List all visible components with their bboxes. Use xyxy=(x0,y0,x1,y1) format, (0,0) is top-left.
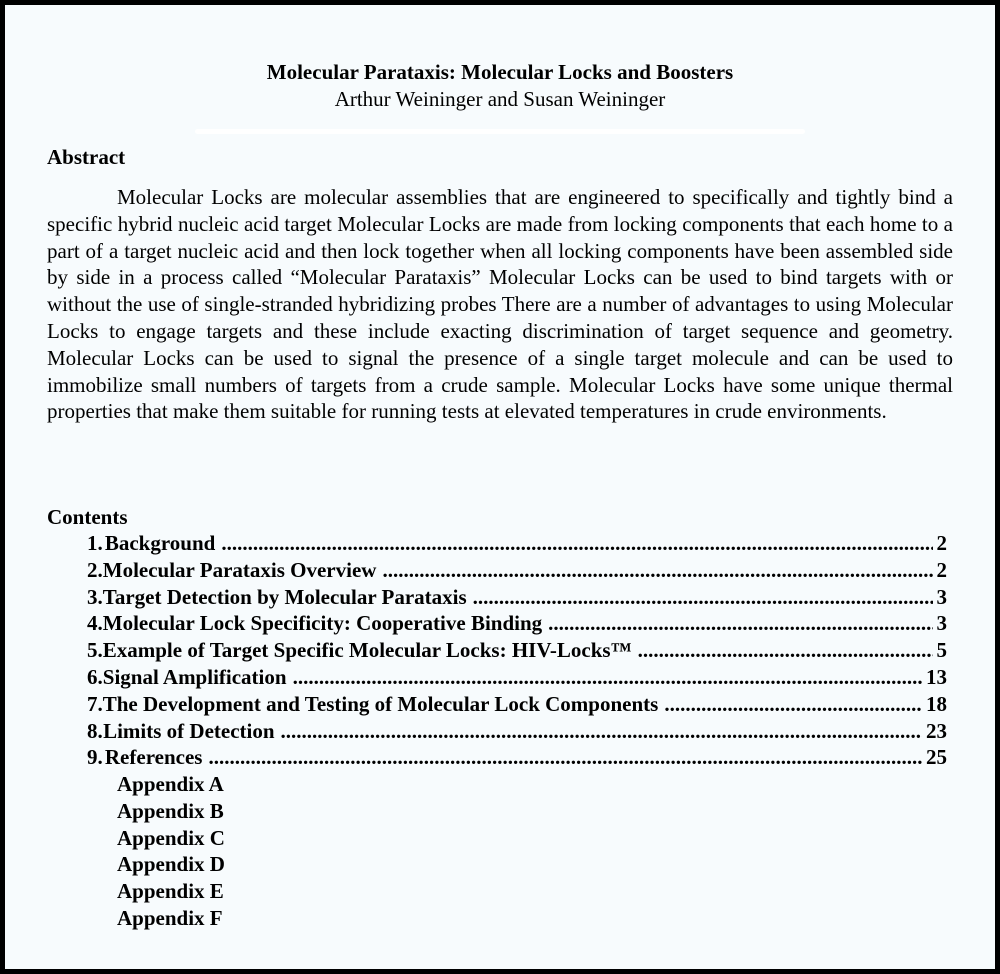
appendix-item-e[interactable]: Appendix E xyxy=(117,879,224,904)
toc-item-number: 9. xyxy=(87,745,103,770)
toc-leader-dots xyxy=(548,610,932,637)
toc-item-number: 7. xyxy=(87,691,103,716)
toc-item-references[interactable] xyxy=(87,744,947,771)
contents-heading: Contents xyxy=(47,505,128,529)
abstract-body: Molecular Locks are molecular assemblies that are engineered to specifically and tightly bind a specific hybrid nucleic acid target Molecular Locks are made from locking components that each home to a part of a target nucleic acid and then lock together when all locking components have been assembled side by side in a process called “Molecular Parataxis” Molecular Locks can be used to bind targets with or without the use of single-stranded hybridizing probes There are a number of advantages to using Molecular Locks to engage targets and these include exacting discrimination of target sequence and geometry. Molecular Locks can be used to signal the presence of a single target molecule and can be used to immobilize small numbers of targets from a crude sample. Molecular Locks have some unique thermal properties that make them suitable for running tests at elevated temperatures in crude environments. xyxy=(47,185,953,424)
toc-item-number: 3. xyxy=(87,584,103,609)
toc-item-signal-amplification[interactable] xyxy=(87,664,947,691)
toc-item-hiv-locks-example[interactable] xyxy=(87,637,947,664)
abstract-heading: Abstract xyxy=(47,145,126,169)
toc-item-label: Target Detection by Molecular Parataxis xyxy=(102,584,467,609)
toc-item-page: 5 xyxy=(936,638,947,663)
toc-item-target-detection[interactable] xyxy=(87,584,947,611)
toc-item-page: 13 xyxy=(926,664,947,689)
toc-leader-dots xyxy=(221,530,932,557)
appendix-item-b[interactable]: Appendix B xyxy=(117,798,224,823)
toc-leader-dots xyxy=(281,718,922,745)
toc-item-label: Background xyxy=(104,531,216,555)
toc-item-number: 6. xyxy=(87,664,103,689)
toc-item-page: 3 xyxy=(936,611,947,636)
appendix-item-c[interactable]: Appendix C xyxy=(117,825,225,850)
toc-item-lock-specificity[interactable] xyxy=(87,610,947,637)
toc-item-number: 4. xyxy=(87,611,103,636)
title-block xyxy=(5,59,995,113)
toc-item-page: 25 xyxy=(926,745,947,770)
toc-item-number: 5. xyxy=(87,638,103,663)
document-page xyxy=(5,5,995,969)
toc-leader-dots xyxy=(208,744,922,771)
toc-leader-dots xyxy=(293,664,922,691)
toc-item-development-testing[interactable] xyxy=(87,691,947,718)
appendix-item-d[interactable]: Appendix D xyxy=(117,852,225,877)
appendix-item-a[interactable]: Appendix A xyxy=(117,772,224,796)
appendix-item-f[interactable]: Appendix F xyxy=(117,905,223,930)
toc-item-page: 18 xyxy=(926,691,947,716)
toc-leader-dots xyxy=(638,637,933,664)
toc-item-label: Molecular Lock Specificity: Cooperative Binding xyxy=(102,611,543,636)
toc-item-page: 3 xyxy=(936,584,947,609)
toc-item-background[interactable] xyxy=(87,530,947,557)
toc-leader-dots xyxy=(382,557,932,584)
toc-item-page: 23 xyxy=(926,718,947,743)
toc-item-label: Limits of Detection xyxy=(103,718,275,743)
toc-item-page: 2 xyxy=(936,557,947,582)
toc-item-label: References xyxy=(104,745,203,770)
toc-leader-dots xyxy=(473,584,933,611)
toc-item-limits-of-detection[interactable] xyxy=(87,718,947,745)
toc-item-number: 8. xyxy=(87,718,103,743)
toc-item-label: Molecular Parataxis Overview xyxy=(102,557,377,582)
toc-leader-dots xyxy=(664,691,922,718)
toc-item-parataxis-overview[interactable] xyxy=(87,557,947,584)
toc-item-label: The Development and Testing of Molecular Lock Components xyxy=(102,691,659,716)
toc-item-number: 1. xyxy=(87,531,103,555)
toc-item-label: Signal Amplification xyxy=(102,664,287,689)
title-divider xyxy=(195,129,805,134)
appendix-list xyxy=(117,771,225,932)
toc-item-label: Example of Target Specific Molecular Locks: HIV-Locks™ xyxy=(102,638,632,663)
document-authors: Arthur Weininger and Susan Weininger xyxy=(334,87,666,111)
toc-item-number: 2. xyxy=(87,557,103,582)
toc-item-page: 2 xyxy=(936,531,947,555)
table-of-contents xyxy=(87,530,947,771)
document-title: Molecular Parataxis: Molecular Locks and Boosters xyxy=(266,60,734,84)
